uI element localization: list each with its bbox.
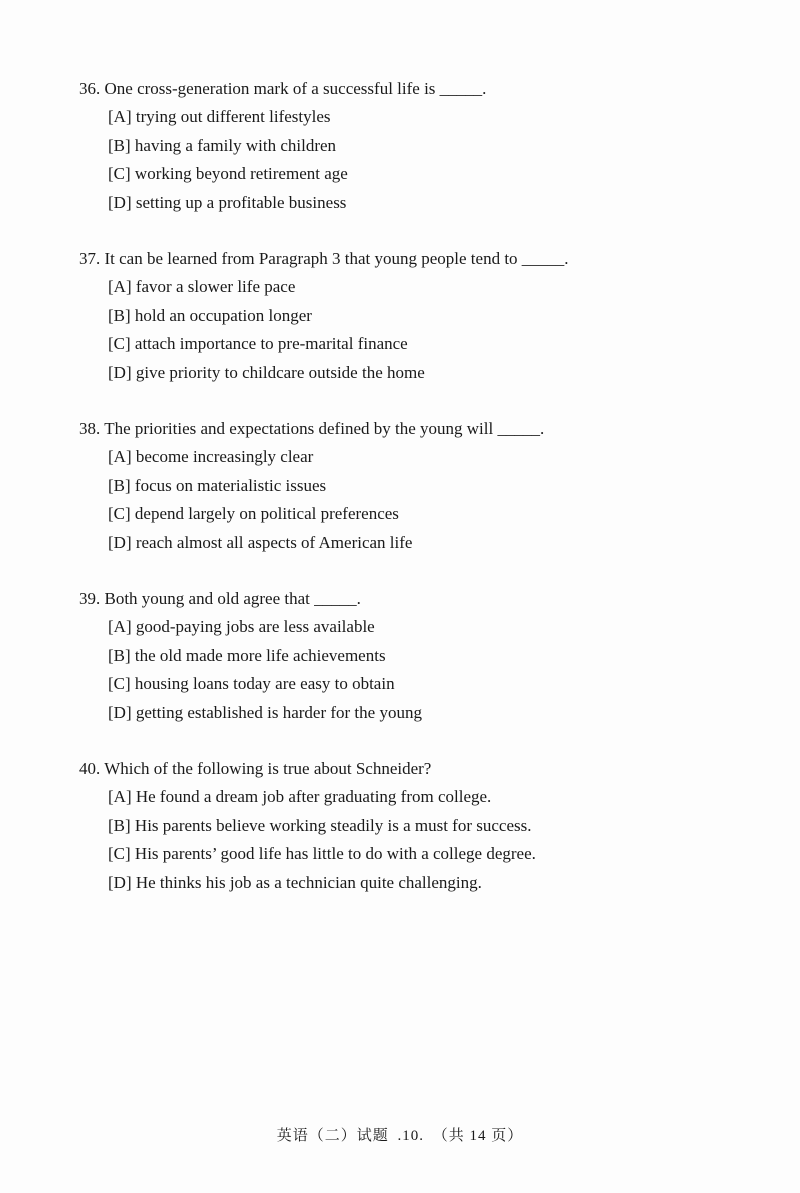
option-a: [A] He found a dream job after graduating from college. [108, 787, 492, 806]
option-d: [D] reach almost all aspects of American life [108, 532, 413, 552]
footer-subject: 英语（二）试题 [276, 1128, 389, 1144]
option-c: [C] housing loans today are easy to obtain [108, 674, 395, 693]
question-stem: 38. The priorities and expectations defined by the young will _____. [79, 419, 545, 438]
option-c: [C] attach importance to pre-marital finance [108, 334, 408, 353]
option-a: [A] good-paying jobs are less available [108, 617, 375, 636]
option-d: [D] He thinks his job as a technician quite challenging. [108, 872, 482, 892]
footer-total-pages: （共 14 页） [432, 1128, 524, 1144]
option-b: [B] having a family with children [108, 135, 337, 155]
option-b: [B] His parents believe working steadily is a must for success. [108, 815, 532, 835]
question-39 [79, 585, 759, 727]
option-d: [D] setting up a profitable business [108, 192, 347, 212]
question-37 [79, 245, 759, 387]
question-stem: 36. One cross-generation mark of a successful life is _____. [79, 79, 487, 98]
question-stem: 37. It can be learned from Paragraph 3 that young people tend to _____. [79, 249, 569, 268]
option-b: [B] hold an occupation longer [108, 305, 312, 325]
question-38 [79, 415, 759, 557]
question-36 [79, 75, 759, 217]
question-stem: 40. Which of the following is true about Schneider? [79, 759, 432, 778]
page-footer [0, 1124, 800, 1145]
option-c: [C] depend largely on political preferences [108, 504, 399, 523]
option-d: [D] give priority to childcare outside the home [108, 362, 425, 382]
option-a: [A] trying out different lifestyles [108, 107, 331, 126]
option-a: [A] favor a slower life pace [108, 277, 296, 296]
option-b: [B] focus on materialistic issues [108, 475, 327, 495]
option-c: [C] working beyond retirement age [108, 164, 348, 183]
option-c: [C] His parents’ good life has little to do with a college degree. [108, 844, 536, 863]
question-stem: 39. Both young and old agree that _____. [79, 589, 361, 608]
option-a: [A] become increasingly clear [108, 447, 314, 466]
footer-page-number: .10. [397, 1128, 424, 1144]
question-40 [79, 755, 759, 897]
option-b: [B] the old made more life achievements [108, 645, 386, 665]
option-d: [D] getting established is harder for the young [108, 702, 422, 722]
